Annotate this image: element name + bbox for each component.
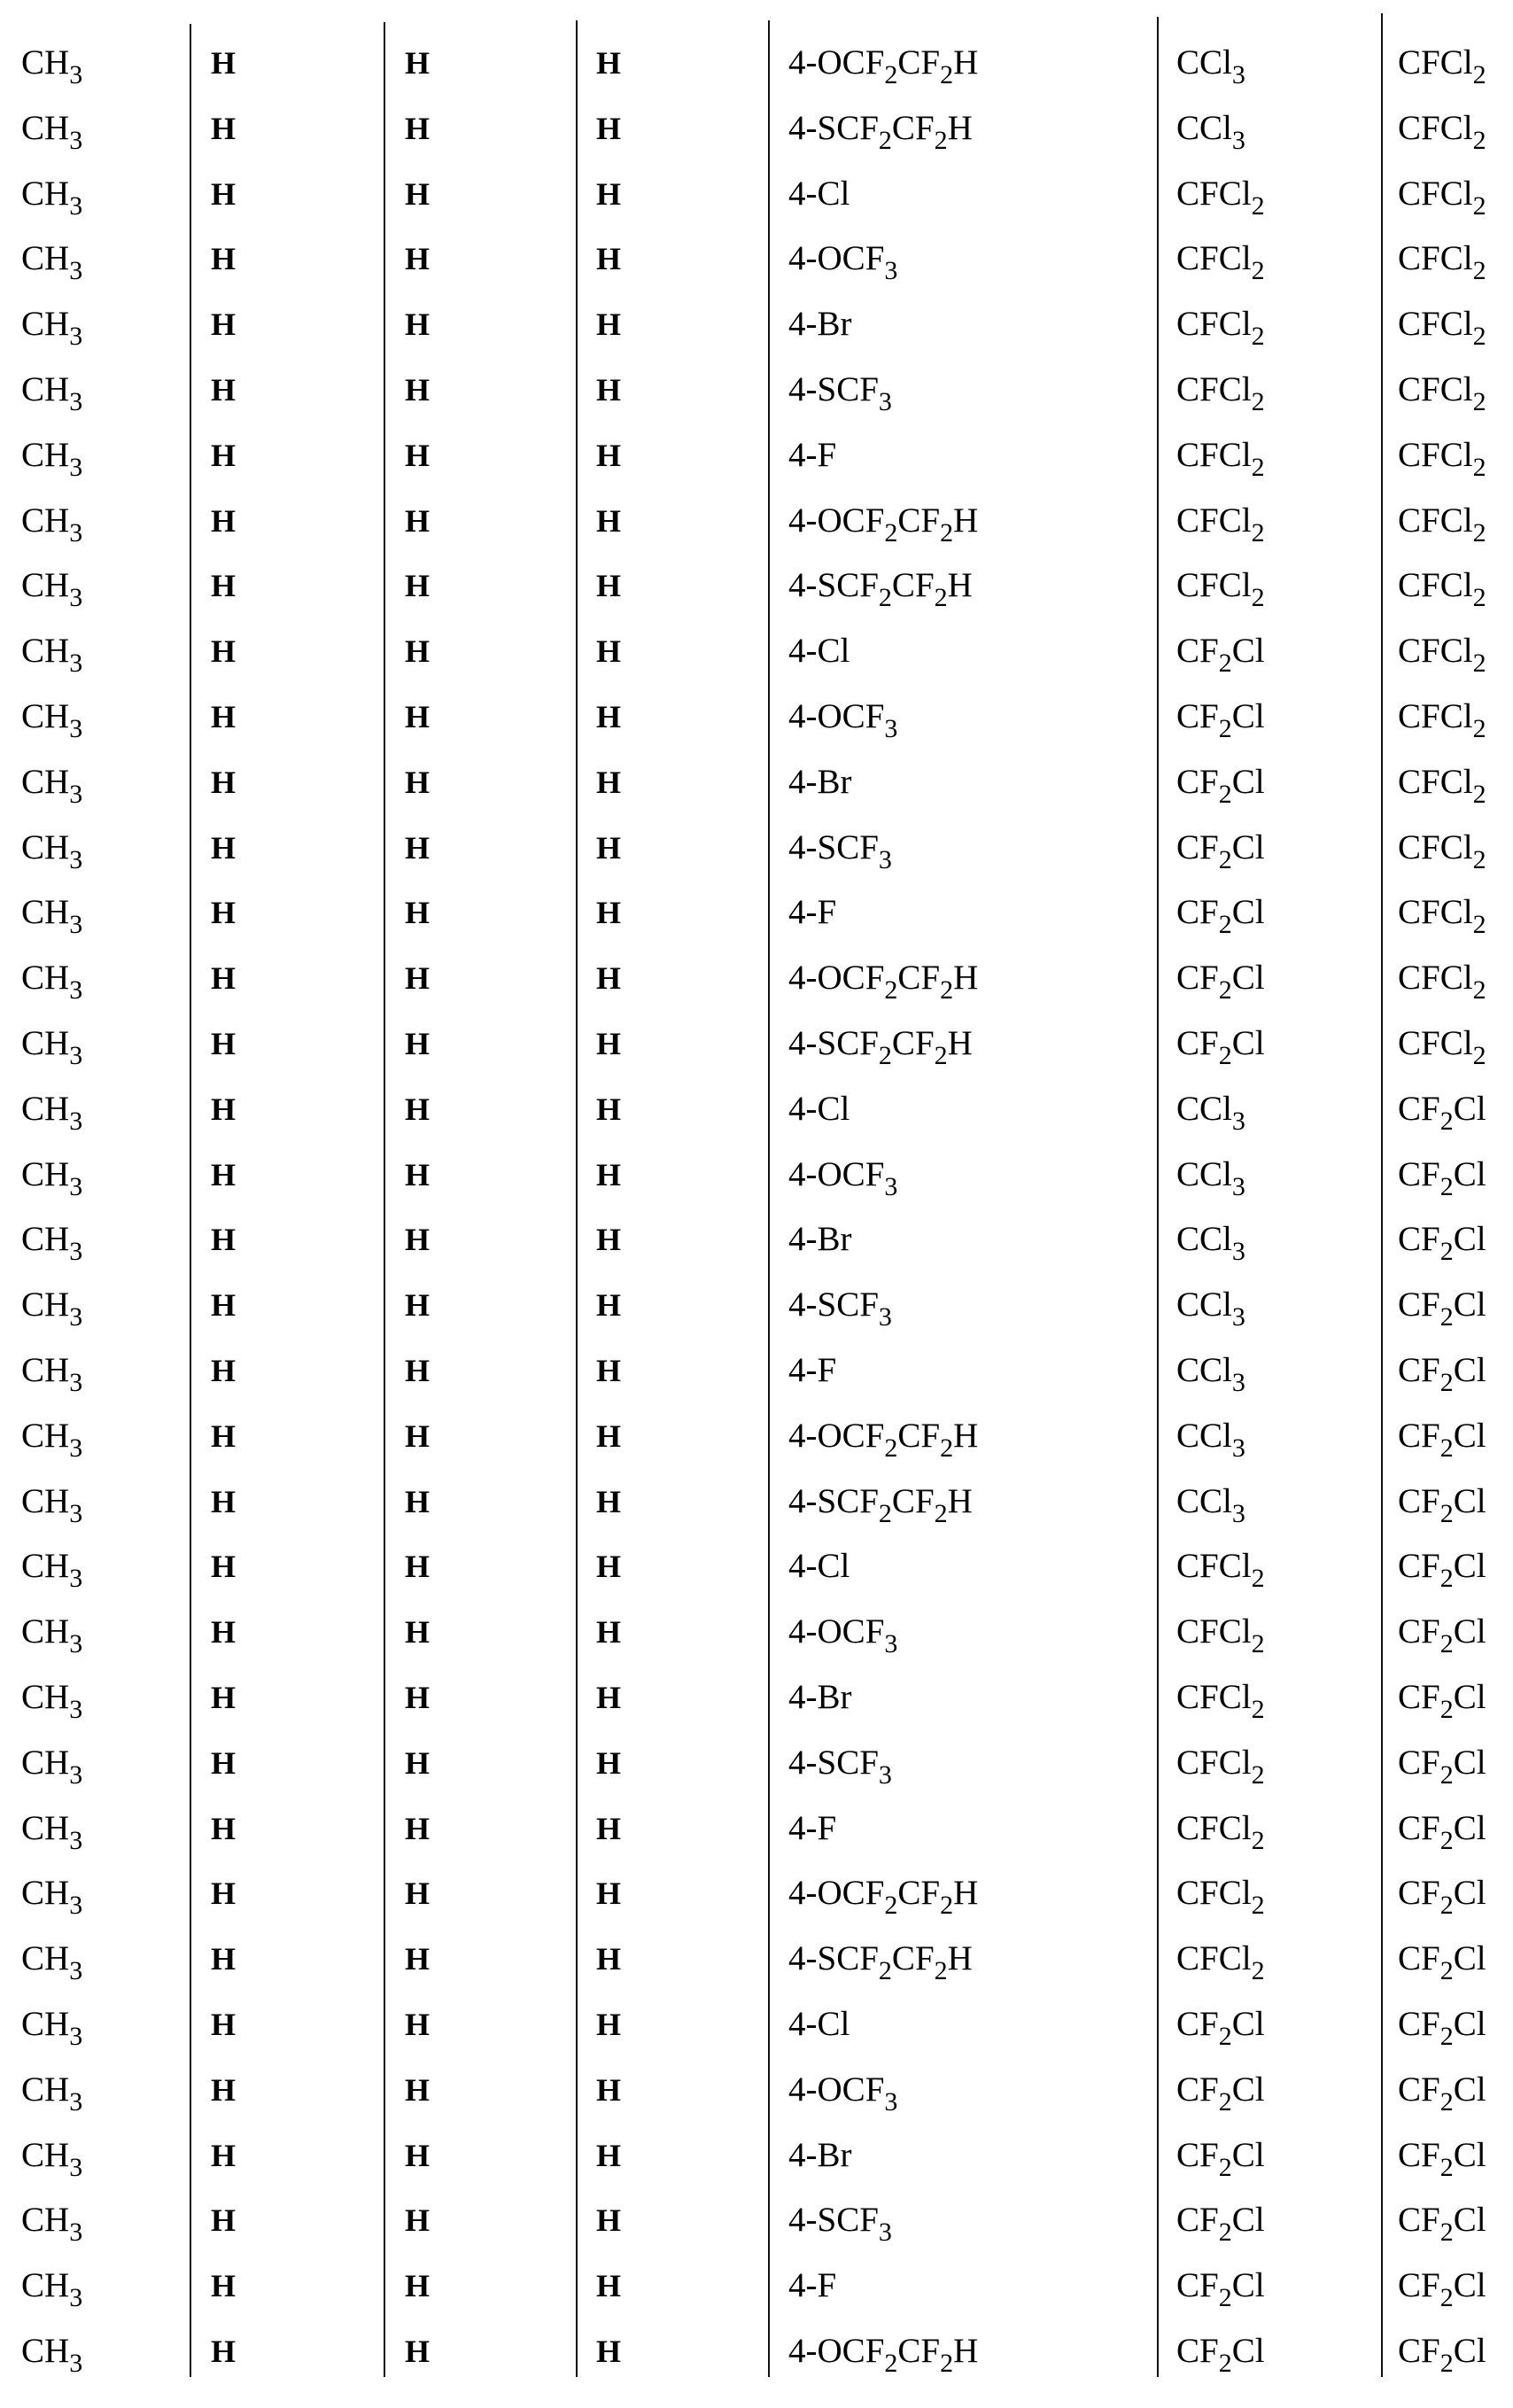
r2-cell: H — [211, 699, 237, 734]
table-row — [0, 750, 1513, 815]
b-cell: $CF_2Cl$ — [1398, 1481, 1486, 1528]
r4-cell: H — [596, 437, 622, 473]
r1-cell: $CH_3$ — [21, 1220, 83, 1267]
a-cell: CFCl$_2$ — [1176, 239, 1265, 286]
b-cell: CFCl$_2$ — [1398, 959, 1486, 1006]
r2-cell: H — [211, 502, 237, 539]
r3-cell: H — [405, 895, 431, 931]
r2-cell: H — [211, 829, 237, 866]
substituent-cell: $4-SCF_2CF_2H$ — [788, 108, 973, 155]
r2-cell: H — [211, 2268, 237, 2304]
r3-cell: H — [405, 829, 431, 866]
r1-cell: $CH_3$ — [21, 697, 83, 743]
r1-cell: $CH_3$ — [21, 2201, 83, 2248]
r1-cell: $CH_3$ — [21, 1286, 83, 1332]
substituent-cell: $4-OCF_3$ — [788, 697, 898, 743]
table-row — [0, 618, 1513, 684]
r1-cell: $CH_3$ — [21, 239, 83, 286]
r4-cell: H — [596, 895, 622, 931]
r3-cell: H — [405, 1222, 431, 1258]
substituent-cell: $4-OCF_2CF_2H$ — [788, 501, 979, 548]
substituent-cell: $4-SCF_3$ — [788, 827, 892, 874]
b-cell: $CF_2Cl$ — [1398, 1220, 1486, 1267]
b-cell: $CF_2Cl$ — [1398, 1416, 1486, 1463]
r3-cell: H — [405, 1091, 431, 1127]
r3-cell: H — [405, 241, 431, 277]
r3-cell: H — [405, 1680, 431, 1715]
substituent-cell: $4-OCF_2CF_2H$ — [788, 1416, 979, 1463]
substituent-cell: 4-Br — [788, 1678, 852, 1716]
substituent-cell: 4-Cl — [788, 632, 850, 671]
table-row — [0, 2057, 1513, 2123]
substituent-cell: $4-SCF_3$ — [788, 1743, 892, 1790]
r1-cell: $CH_3$ — [21, 959, 83, 1006]
r2-cell: H — [211, 110, 237, 146]
r4-cell: H — [596, 764, 622, 800]
a-cell: CFCl$_2$ — [1176, 566, 1265, 613]
a-cell: CFCl$_2$ — [1176, 305, 1265, 352]
r3-cell: H — [405, 1614, 431, 1651]
b-cell: CFCl$_2$ — [1398, 827, 1486, 874]
r4-cell: H — [596, 1744, 622, 1781]
r4-cell: H — [596, 307, 622, 343]
table-row — [0, 96, 1513, 161]
r3-cell: H — [405, 1810, 431, 1846]
b-cell: CFCl$_2$ — [1398, 435, 1486, 482]
r3-cell: H — [405, 110, 431, 146]
r2-cell: H — [211, 307, 237, 343]
substituent-cell: $4-SCF_2CF_2H$ — [788, 566, 973, 613]
r4-cell: H — [596, 2007, 622, 2042]
table-row — [0, 1730, 1513, 1796]
a-cell: CFCl$_2$ — [1176, 1939, 1265, 1986]
b-cell: $CF_2Cl$ — [1398, 1874, 1486, 1921]
a-cell: $CF_2Cl$ — [1176, 2332, 1265, 2378]
r3-cell: H — [405, 1287, 431, 1324]
a-cell: CCl$_3$ — [1176, 1416, 1245, 1463]
a-cell: CCl$_3$ — [1176, 1220, 1245, 1267]
r3-cell: H — [405, 2268, 431, 2304]
b-cell: $CF_2Cl$ — [1398, 1351, 1486, 1397]
substituent-cell: $4-OCF_3$ — [788, 239, 898, 286]
r4-cell: H — [596, 1026, 622, 1061]
table-row — [0, 488, 1513, 554]
b-cell: $CF_2Cl$ — [1398, 2201, 1486, 2248]
b-cell: $CF_2Cl$ — [1398, 2005, 1486, 2051]
r3-cell: H — [405, 2071, 431, 2108]
r1-cell: $CH_3$ — [21, 1743, 83, 1790]
r3-cell: H — [405, 1353, 431, 1388]
b-cell: $CF_2Cl$ — [1398, 1286, 1486, 1332]
r3-cell: H — [405, 568, 431, 604]
r4-cell: H — [596, 372, 622, 408]
table-row — [0, 880, 1513, 945]
r1-cell: $CH_3$ — [21, 2070, 83, 2117]
r1-cell: $CH_3$ — [21, 762, 83, 809]
b-cell: $CF_2Cl$ — [1398, 2266, 1486, 2313]
r4-cell: H — [596, 1549, 622, 1585]
a-cell: $CF_2Cl$ — [1176, 827, 1265, 874]
b-cell: CFCl$_2$ — [1398, 762, 1486, 809]
substituent-cell: $4-OCF_3$ — [788, 1154, 898, 1201]
r3-cell: H — [405, 1941, 431, 1977]
substituent-cell: 4-F — [788, 2266, 837, 2305]
r4-cell: H — [596, 1810, 622, 1846]
r1-cell: $CH_3$ — [21, 501, 83, 548]
substituent-cell: 4-Br — [788, 305, 852, 344]
substituent-cell: $4-SCF_3$ — [788, 1286, 892, 1332]
b-cell: $CF_2Cl$ — [1398, 1939, 1486, 1986]
r2-cell: H — [211, 1744, 237, 1781]
b-cell: CFCl$_2$ — [1398, 893, 1486, 940]
r4-cell: H — [596, 2137, 622, 2173]
a-cell: CCl$_3$ — [1176, 1481, 1245, 1528]
r2-cell: H — [211, 633, 237, 670]
r1-cell: $CH_3$ — [21, 1808, 83, 1855]
r3-cell: H — [405, 175, 431, 212]
table-row — [0, 291, 1513, 357]
b-cell: $CF_2Cl$ — [1398, 1089, 1486, 1136]
r2-cell: H — [211, 2007, 237, 2042]
substituent-cell: 4-Cl — [788, 1089, 850, 1128]
r2-cell: H — [211, 2334, 237, 2369]
r3-cell: H — [405, 372, 431, 408]
a-cell: $CF_2Cl$ — [1176, 2070, 1265, 2117]
r3-cell: H — [405, 2137, 431, 2173]
table-row — [0, 1599, 1513, 1665]
r3-cell: H — [405, 960, 431, 997]
a-cell: CCl$_3$ — [1176, 43, 1245, 89]
table-row — [0, 30, 1513, 96]
r2-cell: H — [211, 1156, 237, 1192]
r1-cell: $CH_3$ — [21, 1678, 83, 1724]
r4-cell: H — [596, 568, 622, 604]
r3-cell: H — [405, 1876, 431, 1912]
a-cell: $CF_2Cl$ — [1176, 632, 1265, 679]
table-row — [0, 815, 1513, 881]
table-row — [0, 1076, 1513, 1142]
r4-cell: H — [596, 633, 622, 670]
a-cell: $CF_2Cl$ — [1176, 1024, 1265, 1070]
r1-cell: $CH_3$ — [21, 827, 83, 874]
r2-cell: H — [211, 241, 237, 277]
a-cell: $CF_2Cl$ — [1176, 2266, 1265, 2313]
a-cell: $CF_2Cl$ — [1176, 959, 1265, 1006]
r1-cell: $CH_3$ — [21, 566, 83, 613]
r3-cell: H — [405, 2334, 431, 2369]
table-row — [0, 1665, 1513, 1730]
a-cell: CFCl$_2$ — [1176, 1547, 1265, 1594]
table-row — [0, 945, 1513, 1011]
a-cell: CCl$_3$ — [1176, 1089, 1245, 1136]
r1-cell: $CH_3$ — [21, 893, 83, 940]
b-cell: CFCl$_2$ — [1398, 305, 1486, 352]
r4-cell: H — [596, 1941, 622, 1977]
a-cell: CCl$_3$ — [1176, 1286, 1245, 1332]
b-cell: CFCl$_2$ — [1398, 1024, 1486, 1070]
substituent-cell: $4-OCF_3$ — [788, 1612, 898, 1659]
table-row — [0, 423, 1513, 488]
r2-cell: H — [211, 2071, 237, 2108]
r1-cell: $CH_3$ — [21, 108, 83, 155]
table-row — [0, 2123, 1513, 2188]
table-row — [0, 2253, 1513, 2319]
r1-cell: $CH_3$ — [21, 1874, 83, 1921]
r2-cell: H — [211, 1810, 237, 1846]
r2-cell: H — [211, 1941, 237, 1977]
table-row — [0, 1403, 1513, 1469]
table-row — [0, 1469, 1513, 1534]
r3-cell: H — [405, 1026, 431, 1061]
table-row — [0, 1011, 1513, 1076]
r1-cell: $CH_3$ — [21, 632, 83, 679]
a-cell: CFCl$_2$ — [1176, 1743, 1265, 1790]
r2-cell: H — [211, 1418, 237, 1454]
b-cell: CFCl$_2$ — [1398, 501, 1486, 548]
r3-cell: H — [405, 764, 431, 800]
table-row — [0, 1534, 1513, 1599]
r2-cell: H — [211, 437, 237, 473]
r2-cell: H — [211, 2137, 237, 2173]
r4-cell: H — [596, 1287, 622, 1324]
substituent-cell: 4-Br — [788, 2135, 852, 2174]
table-row — [0, 2319, 1513, 2384]
a-cell: CFCl$_2$ — [1176, 1678, 1265, 1724]
r4-cell: H — [596, 829, 622, 866]
r1-cell: $CH_3$ — [21, 2005, 83, 2051]
r2-cell: H — [211, 1614, 237, 1651]
b-cell: CFCl$_2$ — [1398, 566, 1486, 613]
table-row — [0, 553, 1513, 618]
r1-cell: $CH_3$ — [21, 1154, 83, 1201]
r1-cell: $CH_3$ — [21, 1351, 83, 1397]
r4-cell: H — [596, 960, 622, 997]
a-cell: CFCl$_2$ — [1176, 435, 1265, 482]
substituent-cell: $4-SCF_3$ — [788, 2201, 892, 2248]
a-cell: CCl$_3$ — [1176, 1154, 1245, 1201]
r3-cell: H — [405, 1483, 431, 1519]
substituent-cell: 4-F — [788, 435, 837, 474]
substituent-cell: 4-Cl — [788, 174, 850, 213]
r3-cell: H — [405, 633, 431, 670]
r1-cell: $CH_3$ — [21, 1612, 83, 1659]
r2-cell: H — [211, 1680, 237, 1715]
b-cell: CFCl$_2$ — [1398, 174, 1486, 221]
table-row — [0, 1796, 1513, 1861]
a-cell: $CF_2Cl$ — [1176, 2005, 1265, 2051]
r2-cell: H — [211, 568, 237, 604]
table-row — [0, 1272, 1513, 1338]
r4-cell: H — [596, 2334, 622, 2369]
r3-cell: H — [405, 45, 431, 81]
r4-cell: H — [596, 175, 622, 212]
table-row — [0, 1992, 1513, 2057]
r1-cell: $CH_3$ — [21, 435, 83, 482]
b-cell: $CF_2Cl$ — [1398, 1154, 1486, 1201]
r1-cell: $CH_3$ — [21, 1024, 83, 1070]
r2-cell: H — [211, 1876, 237, 1912]
b-cell: $CF_2Cl$ — [1398, 1547, 1486, 1594]
r4-cell: H — [596, 699, 622, 734]
b-cell: $CF_2Cl$ — [1398, 2070, 1486, 2117]
table-row — [0, 226, 1513, 291]
table-row — [0, 684, 1513, 750]
r2-cell: H — [211, 175, 237, 212]
r4-cell: H — [596, 1156, 622, 1192]
r4-cell: H — [596, 1091, 622, 1127]
r4-cell: H — [596, 241, 622, 277]
b-cell: $CF_2Cl$ — [1398, 1743, 1486, 1790]
r1-cell: $CH_3$ — [21, 43, 83, 89]
a-cell: CCl$_3$ — [1176, 108, 1245, 155]
r4-cell: H — [596, 1353, 622, 1388]
substituent-cell: $4-OCF_2CF_2H$ — [788, 43, 979, 89]
b-cell: $CF_2Cl$ — [1398, 1612, 1486, 1659]
r2-cell: H — [211, 1549, 237, 1585]
r4-cell: H — [596, 1418, 622, 1454]
table-row — [0, 1142, 1513, 1208]
a-cell: CFCl$_2$ — [1176, 1808, 1265, 1855]
r1-cell: $CH_3$ — [21, 174, 83, 221]
substituent-cell: $4-SCF_2CF_2H$ — [788, 1024, 973, 1070]
r4-cell: H — [596, 1483, 622, 1519]
substituent-cell: $4-OCF_2CF_2H$ — [788, 959, 979, 1006]
b-cell: CFCl$_2$ — [1398, 370, 1486, 416]
r2-cell: H — [211, 45, 237, 81]
a-cell: CFCl$_2$ — [1176, 174, 1265, 221]
table-row — [0, 2187, 1513, 2253]
r1-cell: $CH_3$ — [21, 1089, 83, 1136]
substituent-cell: $4-OCF_2CF_2H$ — [788, 2332, 979, 2378]
r2-cell: H — [211, 1091, 237, 1127]
r4-cell: H — [596, 2202, 622, 2239]
r1-cell: $CH_3$ — [21, 1416, 83, 1463]
r4-cell: H — [596, 1222, 622, 1258]
table-row — [0, 1860, 1513, 1926]
r2-cell: H — [211, 1353, 237, 1388]
a-cell: CCl$_3$ — [1176, 1351, 1245, 1397]
r1-cell: $CH_3$ — [21, 1939, 83, 1986]
table-row — [0, 161, 1513, 227]
substituent-cell: 4-F — [788, 1808, 837, 1847]
r4-cell: H — [596, 1680, 622, 1715]
r2-cell: H — [211, 764, 237, 800]
r3-cell: H — [405, 1744, 431, 1781]
r4-cell: H — [596, 45, 622, 81]
substituent-cell: $4-SCF_2CF_2H$ — [788, 1481, 973, 1528]
r4-cell: H — [596, 2071, 622, 2108]
table-row — [0, 1338, 1513, 1403]
r3-cell: H — [405, 2007, 431, 2042]
r2-cell: H — [211, 960, 237, 997]
r2-cell: H — [211, 372, 237, 408]
b-cell: CFCl$_2$ — [1398, 632, 1486, 679]
r1-cell: $CH_3$ — [21, 370, 83, 416]
r1-cell: $CH_3$ — [21, 1547, 83, 1594]
a-cell: $CF_2Cl$ — [1176, 2135, 1265, 2182]
b-cell: CFCl$_2$ — [1398, 43, 1486, 89]
r1-cell: $CH_3$ — [21, 305, 83, 352]
r2-cell: H — [211, 2202, 237, 2239]
a-cell: CFCl$_2$ — [1176, 370, 1265, 416]
a-cell: $CF_2Cl$ — [1176, 697, 1265, 743]
r3-cell: H — [405, 1418, 431, 1454]
b-cell: $CF_2Cl$ — [1398, 1808, 1486, 1855]
substituent-cell: $4-SCF_2CF_2H$ — [788, 1939, 973, 1986]
r3-cell: H — [405, 1549, 431, 1585]
substituent-cell: $4-OCF_2CF_2H$ — [788, 1874, 979, 1921]
r2-cell: H — [211, 895, 237, 931]
substituent-cell: 4-Cl — [788, 2005, 850, 2043]
r4-cell: H — [596, 110, 622, 146]
r3-cell: H — [405, 1156, 431, 1192]
a-cell: CFCl$_2$ — [1176, 1874, 1265, 1921]
r2-cell: H — [211, 1483, 237, 1519]
b-cell: CFCl$_2$ — [1398, 697, 1486, 743]
b-cell: $CF_2Cl$ — [1398, 2332, 1486, 2378]
substituent-cell: 4-Cl — [788, 1547, 850, 1586]
substituent-cell: 4-Br — [788, 1220, 852, 1259]
r4-cell: H — [596, 1876, 622, 1912]
b-cell: CFCl$_2$ — [1398, 108, 1486, 155]
table-row — [0, 357, 1513, 423]
table-row — [0, 1207, 1513, 1272]
r4-cell: H — [596, 502, 622, 539]
table-row — [0, 1926, 1513, 1992]
a-cell: $CF_2Cl$ — [1176, 893, 1265, 940]
a-cell: CFCl$_2$ — [1176, 1612, 1265, 1659]
substituent-cell: $4-OCF_3$ — [788, 2070, 898, 2117]
b-cell: CFCl$_2$ — [1398, 239, 1486, 286]
r3-cell: H — [405, 307, 431, 343]
r1-cell: $CH_3$ — [21, 1481, 83, 1528]
substituent-cell: 4-F — [788, 893, 837, 932]
r3-cell: H — [405, 2202, 431, 2239]
b-cell: $CF_2Cl$ — [1398, 2135, 1486, 2182]
substituent-cell: 4-F — [788, 1351, 837, 1389]
r1-cell: $CH_3$ — [21, 2135, 83, 2182]
r4-cell: H — [596, 2268, 622, 2304]
r2-cell: H — [211, 1026, 237, 1061]
r2-cell: H — [211, 1222, 237, 1258]
substituent-cell: 4-Br — [788, 762, 852, 801]
a-cell: $CF_2Cl$ — [1176, 2201, 1265, 2248]
b-cell: $CF_2Cl$ — [1398, 1678, 1486, 1724]
a-cell: $CF_2Cl$ — [1176, 762, 1265, 809]
r2-cell: H — [211, 1287, 237, 1324]
r3-cell: H — [405, 699, 431, 734]
r1-cell: $CH_3$ — [21, 2332, 83, 2378]
r1-cell: $CH_3$ — [21, 2266, 83, 2313]
a-cell: CFCl$_2$ — [1176, 501, 1265, 548]
r3-cell: H — [405, 437, 431, 473]
r4-cell: H — [596, 1614, 622, 1651]
substituent-cell: $4-SCF_3$ — [788, 370, 892, 416]
r3-cell: H — [405, 502, 431, 539]
